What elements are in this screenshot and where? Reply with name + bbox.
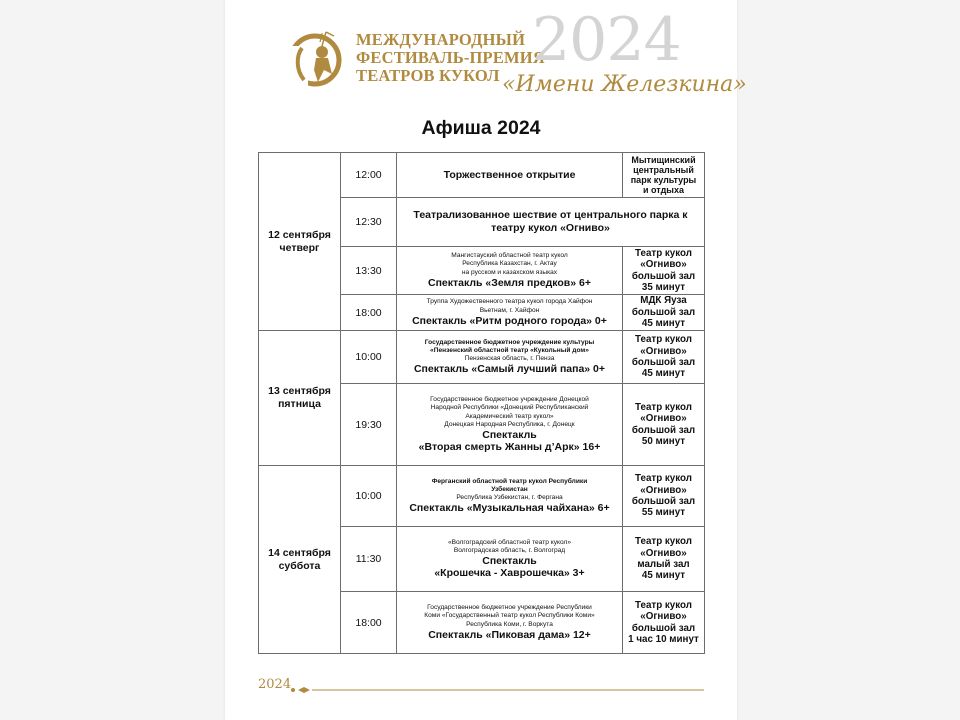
day-date-cell: 12 сентября четверг	[259, 153, 341, 331]
event-time-cell: 18:00	[341, 295, 397, 331]
event-description-cell	[397, 527, 623, 592]
event-time-cell: 18:00	[341, 592, 397, 654]
festival-name-line: ФЕСТИВАЛЬ-ПРЕМИЯ	[356, 48, 545, 67]
event-venue-cell: Театр кукол «Огниво» большой зал 55 минут	[623, 466, 705, 527]
festival-name-line: ТЕАТРОВ КУКОЛ	[356, 66, 500, 85]
event-description-cell	[397, 592, 623, 654]
event-organizer: Государственное бюджетное учреждение культуры «Пензенский областной театр «Кукольный дом»	[424, 338, 595, 354]
event-venue-cell: Театр кукол «Огниво» большой зал 35 минут	[623, 247, 705, 295]
event-description-cell	[397, 295, 623, 331]
event-organizer: «Волгоградский областной театр кукол» Волгоградская область, г. Волгоград	[447, 538, 572, 554]
event-time-cell: 11:30	[341, 527, 397, 592]
festival-year: 2024	[532, 5, 681, 75]
event-title: Торжественное открытие	[443, 168, 576, 181]
schedule-table	[258, 152, 705, 654]
schedule-row	[259, 153, 705, 198]
event-venue-cell: МДК Яуза большой зал 45 минут	[623, 295, 705, 331]
event-organizer: Государственное бюджетное учреждение Республики Коми «Государственный театр кукол Республики Коми» Республика Коми, г. Воркута	[424, 604, 595, 628]
event-title: Спектакль «Крошечка - Хаврошечка» 3+	[434, 555, 585, 580]
event-organizer: Государственное бюджетное учреждение Донецкой Народной Республики «Донецкий Республиканский Академический театр кукол» Донецкая Народная Республика, г. Донецк	[430, 395, 589, 428]
footer-year: 2024	[258, 677, 292, 692]
event-venue-cell: Мытищинский центральный парк культуры и отдыха	[623, 153, 705, 198]
event-description-cell	[397, 153, 623, 198]
schedule-row	[259, 331, 705, 384]
event-description-cell	[397, 384, 623, 466]
event-organizer: Труппа Художественного театра кукол города Хайфон Вьетнам, г. Хайфон	[426, 298, 593, 314]
event-time-cell: 10:00	[341, 331, 397, 384]
event-organizer: Пензенская область, г. Пенза	[464, 355, 555, 363]
festival-script-name: «Имени Железкина»	[502, 72, 747, 97]
event-title: Спектакль «Самый лучший папа» 0+	[413, 363, 606, 376]
festival-name-line: МЕЖДУНАРОДНЫЙ	[356, 30, 526, 49]
event-title: Спектакль «Вторая смерть Жанны д’Арк» 16+	[418, 429, 601, 454]
event-venue-cell: Театр кукол «Огниво» малый зал 45 минут	[623, 527, 705, 592]
footer-ornament	[290, 684, 706, 696]
event-description-cell	[397, 331, 623, 384]
event-description-cell	[397, 198, 705, 247]
schedule-row	[259, 466, 705, 527]
event-title: Театрализованное шествие от центрального парка к театру кукол «Огниво»	[413, 209, 688, 234]
festival-logo-icon	[288, 26, 346, 88]
event-title: Спектакль «Земля предков» 6+	[427, 276, 591, 289]
event-description-cell	[397, 466, 623, 527]
event-time-cell: 13:30	[341, 247, 397, 295]
event-title: Спектакль «Ритм родного города» 0+	[412, 314, 607, 327]
event-organizer: Республика Узбекистан, г. Фергана	[456, 494, 563, 502]
event-organizer: Мангистауский областной театр кукол Республика Казахстан, г. Актау на русском и казахском языках	[451, 252, 568, 276]
event-venue-cell: Театр кукол «Огниво» большой зал 45 минут	[623, 331, 705, 384]
event-time-cell: 12:00	[341, 153, 397, 198]
event-time-cell: 12:30	[341, 198, 397, 247]
day-date-cell: 14 сентября суббота	[259, 466, 341, 654]
event-title: Спектакль «Музыкальная чайхана» 6+	[409, 502, 610, 515]
event-organizer: Ферганский областной театр кукол Республики Узбекистан	[431, 477, 588, 493]
event-time-cell: 10:00	[341, 466, 397, 527]
event-description-cell	[397, 247, 623, 295]
page-title: Афиша 2024	[421, 117, 541, 139]
event-venue-cell: Театр кукол «Огниво» большой зал 1 час 10 минут	[623, 592, 705, 654]
event-time-cell: 19:30	[341, 384, 397, 466]
event-title: Спектакль «Пиковая дама» 12+	[428, 628, 591, 641]
event-venue-cell: Театр кукол «Огниво» большой зал 50 минут	[623, 384, 705, 466]
day-date-cell: 13 сентября пятница	[259, 331, 341, 466]
